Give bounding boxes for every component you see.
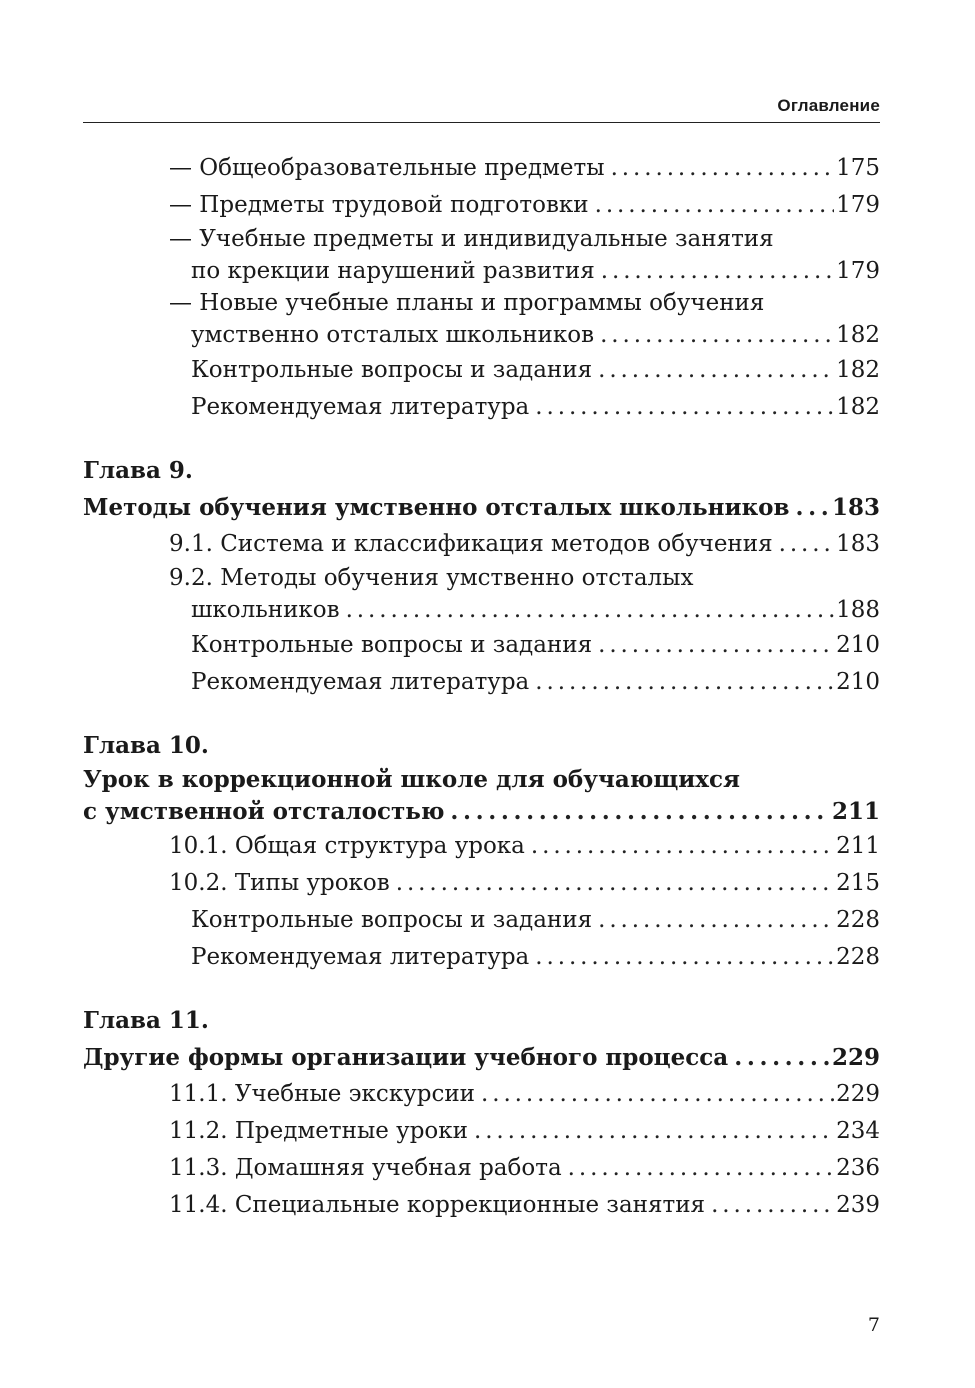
chapter-label: Глава 10. <box>83 732 209 759</box>
chapter-title: Методы обучения умственно отсталых школьников <box>83 494 790 521</box>
leader-dots <box>598 627 834 664</box>
chapter-label: Глава 9. <box>83 457 193 484</box>
toc-entry-title: Рекомендуемая литература <box>191 394 530 420</box>
chapter-title: Другие формы организации учебного процесса <box>83 1044 729 1071</box>
toc-entry-title: Рекомендуемая литература <box>191 944 530 970</box>
toc-entry-title: 11.2. Предметные уроки <box>169 1118 468 1144</box>
toc-entry-page: 182 <box>836 357 880 383</box>
toc-entry-title: 9.1. Система и классификация методов обучения <box>169 531 773 557</box>
toc-entry-page: 236 <box>836 1155 880 1181</box>
toc-entry-title: Контрольные вопросы и задания <box>191 632 593 658</box>
toc-entry[interactable] <box>83 187 880 224</box>
toc-entry-title: — Предметы трудовой подготовки <box>169 192 589 218</box>
toc-entry-title: — Общеобразовательные предметы <box>169 155 605 181</box>
leader-dots <box>598 902 834 939</box>
leader-dots <box>600 319 834 352</box>
toc-entry[interactable] <box>83 389 880 426</box>
toc-entry[interactable] <box>83 1113 880 1150</box>
leader-dots <box>396 865 834 902</box>
toc-entry-page: 210 <box>836 632 880 658</box>
leader-dots <box>598 352 834 389</box>
toc-entry[interactable] <box>83 627 880 664</box>
toc-entry-page: 183 <box>831 494 880 521</box>
leader-dots <box>601 255 834 288</box>
leader-dots <box>481 1076 834 1113</box>
toc-entry[interactable] <box>83 1187 880 1224</box>
toc-entry[interactable] <box>83 224 880 288</box>
page-number: 7 <box>867 1314 880 1336</box>
toc-entry[interactable] <box>83 902 880 939</box>
toc-entry[interactable] <box>83 939 880 976</box>
leader-dots <box>796 489 830 526</box>
table-of-contents <box>83 150 880 1224</box>
toc-entry[interactable] <box>83 352 880 389</box>
toc-entry-page: 182 <box>836 394 880 420</box>
leader-dots <box>568 1150 834 1187</box>
chapter-title: Урок в коррекционной школе для обучающихся <box>83 766 740 793</box>
leader-dots <box>595 187 835 224</box>
section-gap <box>83 426 880 452</box>
toc-entry-page: 210 <box>836 669 880 695</box>
chapter-label: Глава 11. <box>83 1007 209 1034</box>
toc-entry-title-cont: умственно отсталых школьников <box>191 322 595 348</box>
leader-dots <box>535 389 834 426</box>
toc-entry-title: — Учебные предметы и индивидуальные занятия <box>169 226 774 252</box>
leader-dots <box>535 939 834 976</box>
toc-entry-title: 11.1. Учебные экскурсии <box>169 1081 475 1107</box>
toc-entry-page: 175 <box>836 155 880 181</box>
toc-entry[interactable] <box>83 1150 880 1187</box>
toc-entry-title: 9.2. Методы обучения умственно отсталых <box>169 565 694 591</box>
chapter-title-entry[interactable] <box>83 1039 880 1076</box>
toc-entry-page: 229 <box>836 1081 880 1107</box>
toc-entry-title: Контрольные вопросы и задания <box>191 357 593 383</box>
toc-entry-title: Рекомендуемая литература <box>191 669 530 695</box>
leader-dots <box>779 526 834 563</box>
toc-entry[interactable] <box>83 828 880 865</box>
toc-entry-title: — Новые учебные планы и программы обучения <box>169 290 765 316</box>
toc-entry-page: 211 <box>831 798 880 825</box>
toc-entry-title-cont: по крекции нарушений развития <box>191 258 595 284</box>
toc-entry[interactable] <box>83 1076 880 1113</box>
toc-entry-page: 183 <box>836 531 880 557</box>
toc-entry[interactable] <box>83 150 880 187</box>
toc-entry-page: 211 <box>836 833 880 859</box>
chapter-title-entry[interactable] <box>83 489 880 526</box>
toc-entry-title: Контрольные вопросы и задания <box>191 907 593 933</box>
leader-dots <box>474 1113 834 1150</box>
toc-entry[interactable] <box>83 865 880 902</box>
toc-entry[interactable] <box>83 563 880 627</box>
toc-entry[interactable] <box>83 288 880 352</box>
leader-dots <box>535 664 834 701</box>
toc-entry-title: 11.4. Специальные коррекционные занятия <box>169 1192 706 1218</box>
leader-dots <box>346 594 835 627</box>
toc-entry-page: 188 <box>836 597 880 623</box>
toc-entry-title: 10.1. Общая структура урока <box>169 833 525 859</box>
leader-dots <box>711 1187 834 1224</box>
toc-entry-page: 179 <box>836 258 880 284</box>
toc-entry-page: 215 <box>836 870 880 896</box>
toc-entry[interactable] <box>83 664 880 701</box>
leader-dots <box>734 1039 830 1076</box>
toc-entry-page: 179 <box>836 192 880 218</box>
toc-entry[interactable] <box>83 526 880 563</box>
toc-entry-page: 228 <box>836 944 880 970</box>
section-gap <box>83 701 880 727</box>
toc-entry-title-cont: школьников <box>191 597 340 623</box>
toc-entry-page: 229 <box>831 1044 880 1071</box>
chapter-title-cont: с умственной отсталостью <box>83 798 445 825</box>
toc-entry-page: 228 <box>836 907 880 933</box>
toc-entry-page: 234 <box>836 1118 880 1144</box>
leader-dots <box>531 828 834 865</box>
leader-dots <box>611 150 835 187</box>
leader-dots <box>450 795 830 828</box>
toc-entry-page: 239 <box>836 1192 880 1218</box>
toc-entry-title: 11.3. Домашняя учебная работа <box>169 1155 562 1181</box>
section-gap <box>83 976 880 1002</box>
chapter-title-entry[interactable] <box>83 764 880 828</box>
running-head: Оглавление <box>83 96 880 123</box>
toc-entry-page: 182 <box>836 322 880 348</box>
toc-entry-title: 10.2. Типы уроков <box>169 870 390 896</box>
